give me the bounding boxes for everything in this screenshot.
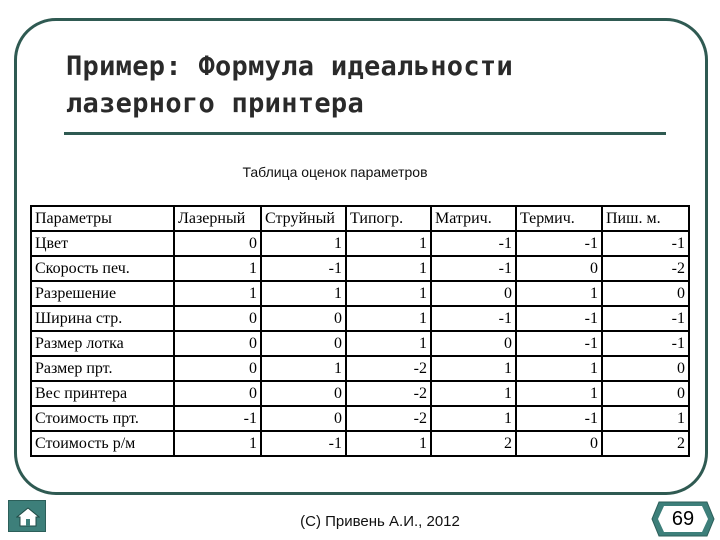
score-cell: -1 <box>516 331 602 356</box>
score-cell: -1 <box>516 231 602 256</box>
table-row <box>31 356 689 381</box>
score-cell: 1 <box>431 381 516 406</box>
parameter-name: Разрешение <box>31 281 174 306</box>
score-cell: 1 <box>174 256 261 281</box>
score-cell: 1 <box>346 431 431 456</box>
score-cell: 0 <box>174 306 261 331</box>
slide-title <box>66 48 666 122</box>
table-row <box>31 231 689 256</box>
column-header: Термич. <box>516 206 602 231</box>
parameter-name: Стоимость прт. <box>31 406 174 431</box>
score-cell: -1 <box>261 431 346 456</box>
score-cell: -2 <box>346 356 431 381</box>
table-row <box>31 256 689 281</box>
score-cell: -2 <box>602 256 689 281</box>
score-cell: 0 <box>261 331 346 356</box>
score-cell: 0 <box>261 306 346 331</box>
score-cell: 1 <box>174 431 261 456</box>
score-cell: -1 <box>261 256 346 281</box>
score-cell: -1 <box>602 231 689 256</box>
parameter-name: Размер прт. <box>31 356 174 381</box>
score-cell: -2 <box>346 406 431 431</box>
score-cell: -1 <box>602 306 689 331</box>
score-cell: 0 <box>516 431 602 456</box>
score-cell: 1 <box>346 231 431 256</box>
score-cell: 1 <box>346 281 431 306</box>
title-underline <box>64 132 666 135</box>
score-cell: 0 <box>431 331 516 356</box>
score-cell: -1 <box>431 306 516 331</box>
table-caption: Таблица оценок параметров <box>242 164 428 180</box>
score-cell: 2 <box>602 431 689 456</box>
score-cell: 2 <box>431 431 516 456</box>
score-cell: 1 <box>602 406 689 431</box>
parameters-table <box>30 205 690 457</box>
score-cell: 0 <box>602 356 689 381</box>
score-cell: 1 <box>516 281 602 306</box>
slide-title-line-2: лазерного принтера <box>66 88 364 119</box>
page-number-badge <box>651 501 715 537</box>
score-cell: 0 <box>174 231 261 256</box>
column-header: Пиш. м. <box>602 206 689 231</box>
score-cell: 1 <box>346 256 431 281</box>
column-header: Типогр. <box>346 206 431 231</box>
table-row <box>31 431 689 456</box>
score-cell: 1 <box>261 281 346 306</box>
score-cell: -1 <box>431 256 516 281</box>
parameter-name: Размер лотка <box>31 331 174 356</box>
score-cell: 0 <box>261 406 346 431</box>
score-cell: 1 <box>431 356 516 381</box>
score-cell: 1 <box>516 381 602 406</box>
score-cell: 0 <box>174 356 261 381</box>
score-cell: -1 <box>431 231 516 256</box>
score-cell: -1 <box>174 406 261 431</box>
column-header: Матрич. <box>431 206 516 231</box>
table-row <box>31 381 689 406</box>
score-cell: -1 <box>516 306 602 331</box>
score-cell: -1 <box>516 406 602 431</box>
score-cell: 0 <box>602 281 689 306</box>
parameter-name: Вес принтера <box>31 381 174 406</box>
parameter-name: Скорость печ. <box>31 256 174 281</box>
table-row <box>31 406 689 431</box>
table-header-row <box>31 206 689 231</box>
score-cell: -1 <box>602 331 689 356</box>
parameter-name: Стоимость р/м <box>31 431 174 456</box>
column-header: Лазерный <box>174 206 261 231</box>
score-cell: 1 <box>174 281 261 306</box>
score-cell: 0 <box>602 381 689 406</box>
column-header: Параметры <box>31 206 174 231</box>
table-body <box>31 231 689 456</box>
score-cell: 0 <box>431 281 516 306</box>
parameter-name: Цвет <box>31 231 174 256</box>
footer-copyright: (С) Привень А.И., 2012 <box>300 513 460 530</box>
score-cell: 0 <box>261 381 346 406</box>
score-cell: 1 <box>431 406 516 431</box>
score-cell: 1 <box>261 356 346 381</box>
score-cell: -2 <box>346 381 431 406</box>
score-cell: 0 <box>174 331 261 356</box>
table-row <box>31 306 689 331</box>
slide-title-line-1: Пример: Формула идеальности <box>66 51 513 82</box>
page-number: 69 <box>671 508 695 530</box>
score-cell: 0 <box>174 381 261 406</box>
score-cell: 1 <box>261 231 346 256</box>
column-header: Струйный <box>261 206 346 231</box>
score-cell: 0 <box>516 256 602 281</box>
score-cell: 1 <box>346 306 431 331</box>
score-cell: 1 <box>346 331 431 356</box>
score-cell: 1 <box>516 356 602 381</box>
parameter-name: Ширина стр. <box>31 306 174 331</box>
table-row <box>31 281 689 306</box>
table-row <box>31 331 689 356</box>
